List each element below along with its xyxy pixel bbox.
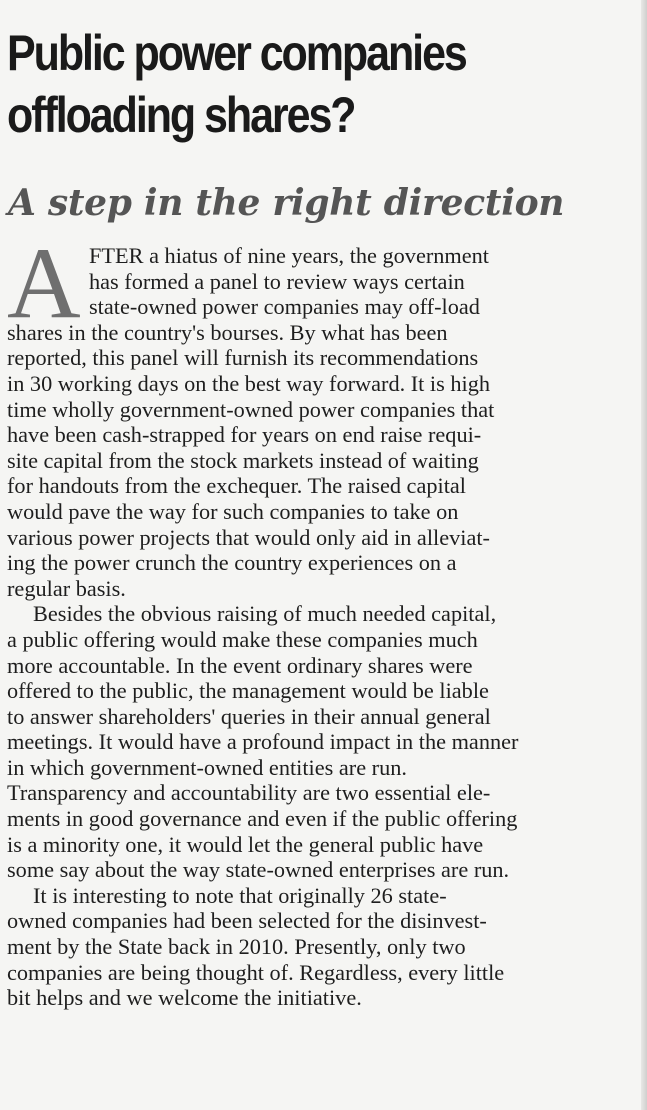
article-line: state-owned power companies may off-load [89,294,480,320]
article-line: is a minority one, it would let the general public have [7,831,484,857]
article-line: various power projects that would only aid in alleviat- [7,524,490,550]
article-line: FTER a hiatus of nine years, the government [89,243,490,268]
article-line: bit helps and we welcome the initiative. [7,985,362,1011]
article-line: offered to the public, the management would be liable [7,678,489,704]
article-line: ments in good governance and even if the public offering [7,806,518,832]
headline [7,22,626,146]
subheadline: A step in the right direction [8,182,565,224]
headline-line-1: Public power companies [7,25,466,81]
article-line: Transparency and accountability are two essential ele- [7,780,491,806]
article-line: to answer shareholders' queries in their annual general [7,703,491,729]
article-line: ing the power crunch the country experiences on a [7,550,457,576]
article-line: reported, this panel will furnish its recommendations [7,345,479,371]
article-line: companies are being thought of. Regardless, every little [7,959,505,985]
article-line: more accountable. In the event ordinary shares were [7,652,473,678]
article-line: ment by the State back in 2010. Presently, only two [7,934,466,960]
article-line: would pave the way for such companies to take on [7,498,459,524]
article-line: Besides the obvious raising of much needed capital, [33,601,497,627]
article-line: some say about the way state-owned enterprises are run. [7,857,510,883]
article-line: meetings. It would have a profound impact in the manner [7,729,519,755]
article-line: shares in the country's bourses. By what has been [7,319,448,345]
article-line: time wholly government-owned power companies that [7,396,495,422]
article-line: It is interesting to note that originally 26 state- [33,882,447,908]
headline-line-2: offloading shares? [7,87,355,143]
article-body [7,227,635,1011]
article-line: site capital from the stock markets instead of waiting [7,447,479,473]
article-line: has formed a panel to review ways certain [89,268,465,294]
page-edge-shadow [641,0,647,1110]
article-line: in 30 working days on the best way forward. It is high [7,370,491,396]
article-line: have been cash-strapped for years on end raise requi- [7,422,482,448]
article-line: a public offering would make these companies much [7,626,478,652]
article-line: owned companies had been selected for the disinvest- [7,908,487,934]
drop-cap: A [7,227,81,340]
article-line: in which government-owned entities are run. [7,754,407,780]
article-line: for handouts from the exchequer. The raised capital [7,473,466,499]
article-line: regular basis. [7,575,126,601]
